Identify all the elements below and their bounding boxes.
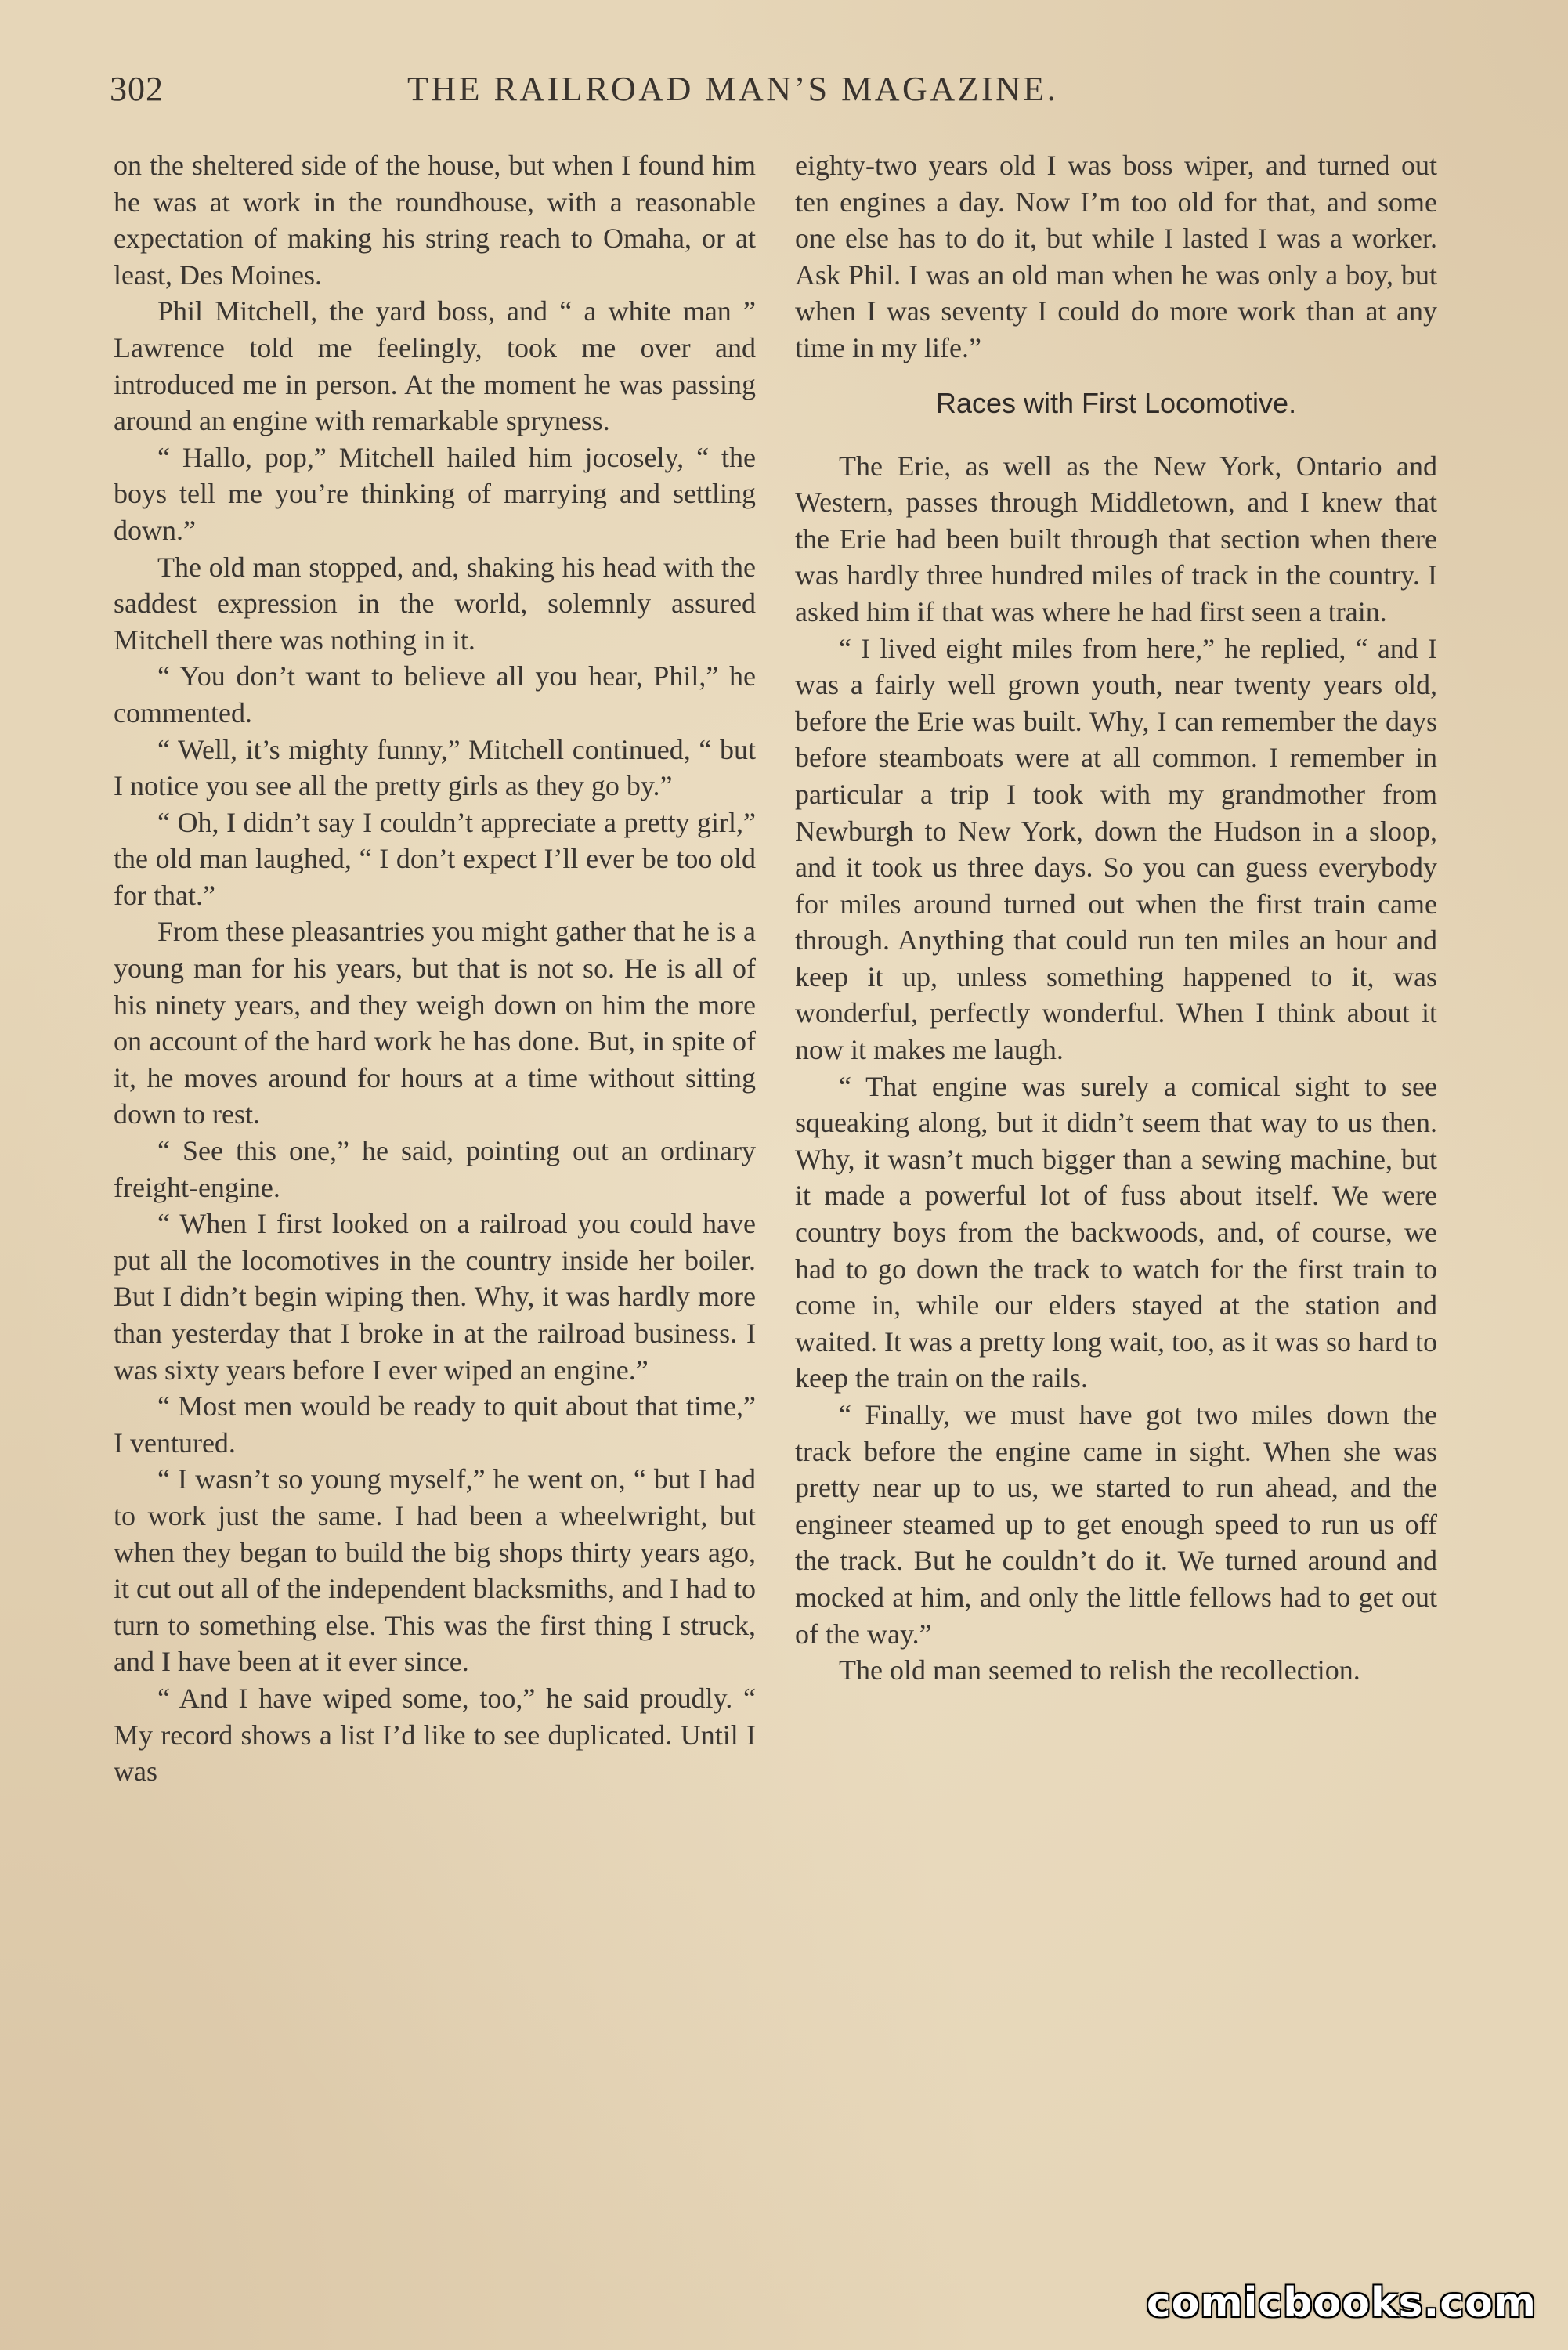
paragraph: “ Finally, we must have got two miles down the track before the engine came in sight. When she was pretty near up to us, we started to run ahead, and the engineer steamed up to get enough speed to run us off the track. But he couldn’t do it. We turned around and mocked at him, and only the little fellows had to get out of the way.”	[795, 1399, 1437, 1650]
paragraph: “ I lived eight miles from here,” he replied, “ and I was a fairly well grown youth, near twenty years old, before the Erie was built. Why, I can remember the days before steamboats were at all common. I remember in particular a trip I took with my grandmother from Newburgh to New York, down the Hudson in a sloop, and it took us three days. So you can guess everybody for miles around turned out when the first train came through. Anything that could run ten miles an hour and keep it up, unless something happened to it, was wonderful, perfectly wonderful. When I think about it now it makes me laugh.	[795, 632, 1437, 1066]
paragraph: “ When I first looked on a railroad you could have put all the locomotives in the country inside her boiler. But I didn’t begin wiping then. Why, it was hardly more than yesterday that I broke in at the railroad business. I was sixty years before I ever wiped an engine.”	[114, 1208, 756, 1386]
running-head: THE RAILROAD MAN’S MAGAZINE.	[407, 70, 1059, 108]
left-column	[114, 147, 756, 1790]
paragraph: The old man stopped, and, shaking his head with the saddest expression in the world, solemnly assured Mitchell there was nothing in it.	[114, 551, 756, 656]
paragraph: “ And I have wiped some, too,” he said proudly. “ My record shows a list I’d like to see duplicated. Until I was	[114, 1682, 756, 1788]
paragraph: “ Most men would be ready to quit about that time,” I ventured.	[114, 1390, 756, 1459]
paragraph: eighty-two years old I was boss wiper, and turned out ten engines a day. Now I’m too old for that, and some one else has to do it, but while I lasted I was a worker. Ask Phil. I was an old man when he was only a boy, but when I was seventy I could do more work than at any time in my life.”	[795, 150, 1437, 363]
paragraph: The old man seemed to relish the recollection.	[839, 1654, 1360, 1687]
paragraph: The Erie, as well as the New York, Ontario and Western, passes through Middletown, and I knew that the Erie had been built through that section when there was hardly three hundred miles of track in the country. I asked him if that was where he had first seen a train.	[795, 450, 1437, 627]
paragraph: “ That engine was surely a comical sight to see squeaking along, but it didn’t seem that way to us then. Why, it wasn’t much bigger than a sewing machine, but it made a powerful lot of fuss about itself. We were country boys from the backwoods, and, of course, we had to go down the track to watch for the first train to come in, while our elders stayed at the station and waited. It was a pretty long wait, too, as it was so hard to keep the train on the rails.	[795, 1070, 1437, 1394]
paragraph: on the sheltered side of the house, but when I found him he was at work in the roundhouse, with a reasonable expectation of making his string reach to Omaha, or at least, Des Moines.	[114, 150, 756, 291]
watermark: comicbooks.com	[1146, 2280, 1537, 2326]
section-heading: Races with First Locomotive.	[935, 386, 1297, 419]
paragraph: “ Hallo, pop,” Mitchell hailed him jocosely, “ the boys tell me you’re thinking of marrying and settling down.”	[114, 441, 756, 546]
paragraph: From these pleasantries you might gather that he is a young man for his years, but that is not so. He is all of his ninety years, and they weigh down on him the more on account of the hard work he has done. But, in spite of it, he moves around for hours at a time without sitting down to rest.	[114, 916, 756, 1130]
paragraph: “ Oh, I didn’t say I couldn’t appreciate a pretty girl,” the old man laughed, “ I don’t expect I’ll ever be too old for that.”	[114, 806, 756, 911]
paragraph: “ Well, it’s mighty funny,” Mitchell continued, “ but I notice you see all the pretty girls as they go by.”	[114, 733, 756, 802]
paragraph: “ I wasn’t so young myself,” he went on, “ but I had to work just the same. I had been a wheelwright, but when they began to build the big shops thirty years ago, it cut out all of the independent blacksmiths, and I had to turn to something else. This was the first thing I struck, and I have been at it ever since.	[114, 1463, 756, 1678]
page-number: 302	[110, 70, 164, 108]
paragraph: “ You don’t want to believe all you hear, Phil,” he commented.	[114, 660, 756, 728]
paragraph: “ See this one,” he said, pointing out an ordinary freight-engine.	[114, 1135, 756, 1203]
paragraph: Phil Mitchell, the yard boss, and “ a white man ” Lawrence told me feelingly, took me over and introduced me in person. At the moment he was passing around an engine with remarkable spryness.	[114, 295, 756, 437]
page-header	[110, 69, 1504, 116]
right-column	[795, 147, 1437, 1689]
